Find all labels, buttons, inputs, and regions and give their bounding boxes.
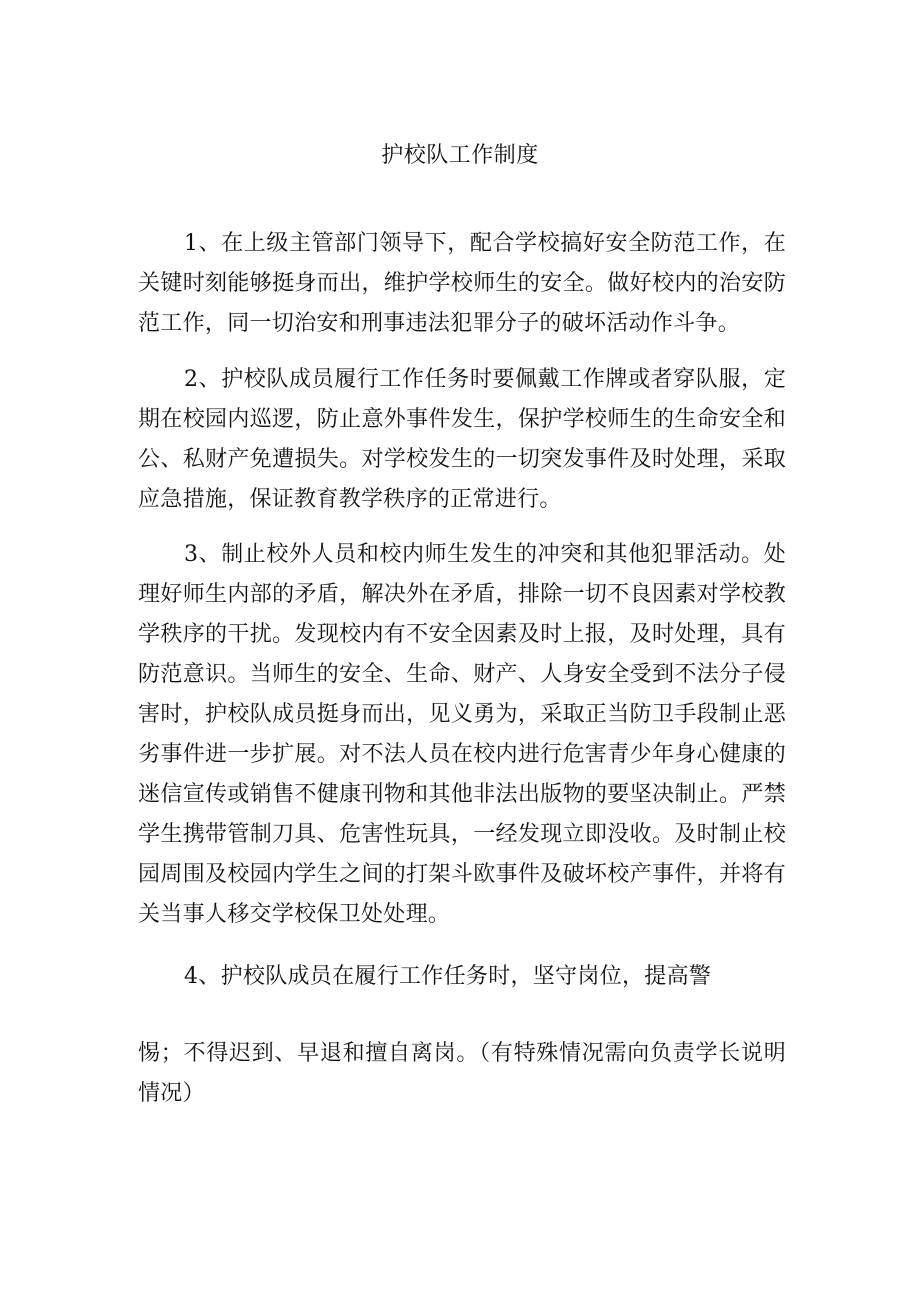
paragraph-4: 4、护校队成员在履行工作任务时，坚守岗位，提高警: [184, 964, 712, 989]
paragraph-2: 2、护校队成员履行工作任务时要佩戴工作牌或者穿队服，定期在校园内巡逻，防止意外事件发生，保护学校师生的生命安全和公、私财产免遭损失。对学校发生的一切突发事件及时处理，采取应急措施，保证教育教学秩序的正常进行。: [138, 367, 786, 512]
paragraph-3: 3、制止校外人员和校内师生发生的冲突和其他犯罪活动。处理好师生内部的矛盾，解决外在矛盾，排除一切不良因素对学校教学秩序的干扰。发现校内有不安全因素及时上报，及时处理，具有防范意识。当师生的安全、生命、财产、人身安全受到不法分子侵害时，护校队成员挺身而出，见义勇为，采取正当防卫手段制止恶劣事件进一步扩展。对不法人员在校内进行危害青少年身心健康的迷信宣传或销售不健康刊物和其他非法出版物的要坚决制止。严禁学生携带管制刀具、危害性玩具，一经发现立即没收。及时制止校园周围及校园内学生之间的打架斗欧事件及破坏校产事件，并将有关当事人移交学校保卫处处理。: [138, 542, 786, 927]
paragraph-1: 1、在上级主管部门领导下，配合学校搞好安全防范工作，在关键时刻能够挺身而出，维护学校师生的安全。做好校内的治安防范工作，同一切治安和刑事违法犯罪分子的破坏活动作斗争。: [138, 231, 786, 336]
document-title: 护校队工作制度: [381, 143, 539, 168]
paragraph-4-continuation: 惕；不得迟到、早退和擅自离岗。（有特殊情况需向负责学长说明情况）: [138, 1041, 786, 1106]
